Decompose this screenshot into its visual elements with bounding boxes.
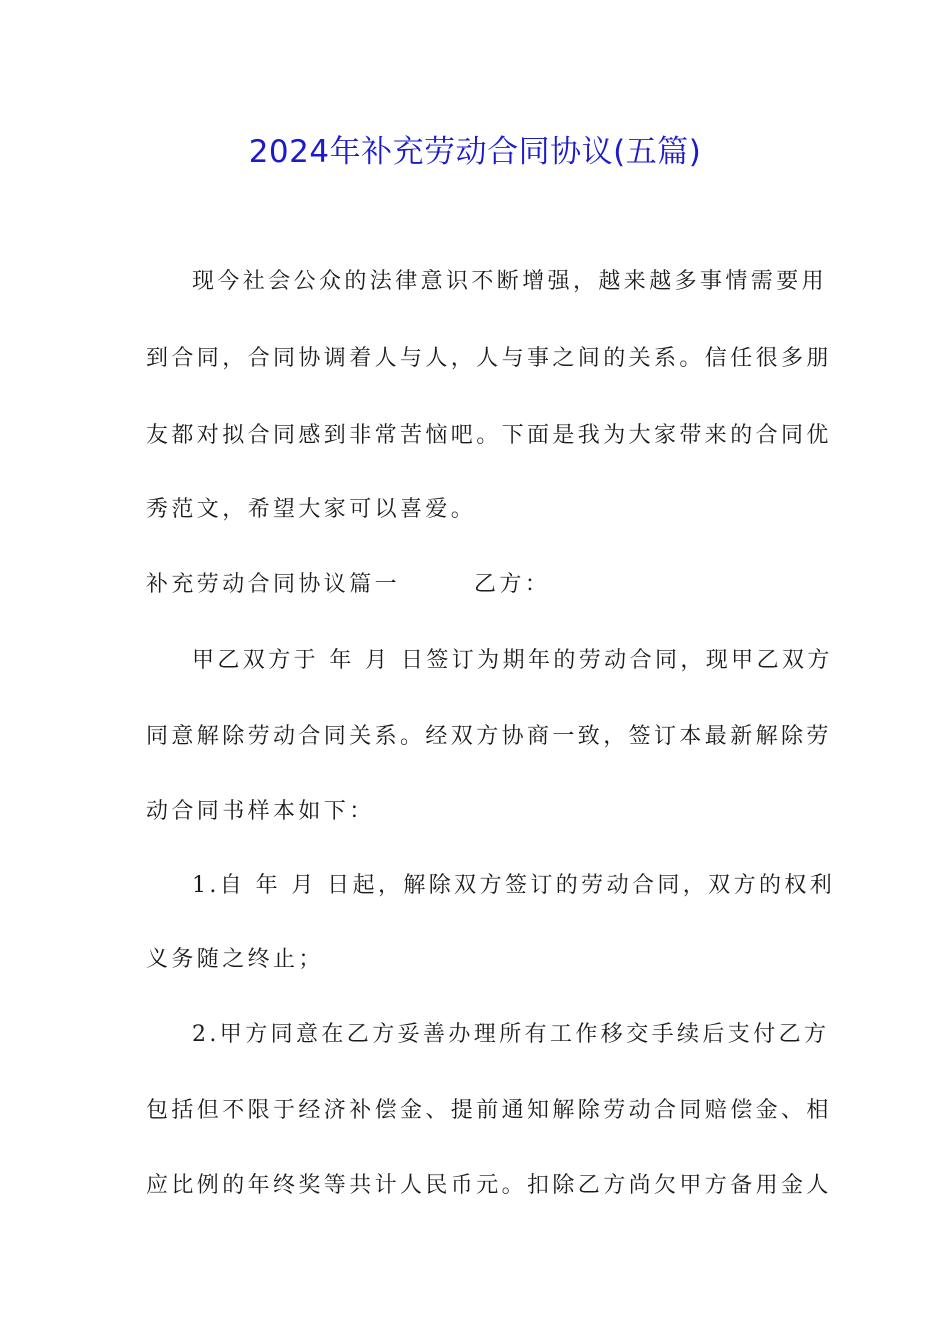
clause-line: 1.自 年 月 日起，解除双方签订的劳动合同，双方的权利	[192, 873, 836, 898]
document-title: 2024年补充劳动合同协议(五篇)	[248, 134, 702, 170]
paragraph-line: 到合同，合同协调着人与人，人与事之间的关系。信任很多朋	[146, 346, 832, 371]
paragraph-line: 动合同书样本如下：	[146, 799, 375, 824]
clause-line: 包括但不限于经济补偿金、提前通知解除劳动合同赔偿金、相	[146, 1098, 832, 1123]
section-heading-line	[146, 565, 806, 605]
clause-line: 应比例的年终奖等共计人民币元。扣除乙方尚欠甲方备用金人	[146, 1173, 832, 1198]
paragraph-line: 同意解除劳动合同关系。经双方协商一致，签订本最新解除劳	[146, 724, 832, 749]
clause-line: 2.甲方同意在乙方妥善办理所有工作移交手续后支付乙方	[192, 1022, 830, 1047]
clause-line: 义务随之终止；	[146, 947, 324, 972]
section-heading: 补充劳动合同协议篇一	[146, 572, 401, 597]
paragraph-line: 友都对拟合同感到非常苦恼吧。下面是我为大家带来的合同优	[146, 423, 832, 448]
party-b-label: 乙方：	[474, 572, 551, 597]
paragraph-line: 秀范文，希望大家可以喜爱。	[146, 497, 477, 522]
paragraph-line: 甲乙双方于 年 月 日签订为期年的劳动合同，现甲乙双方	[192, 648, 833, 673]
paragraph-line: 现今社会公众的法律意识不断增强，越来越多事情需要用	[192, 269, 828, 294]
